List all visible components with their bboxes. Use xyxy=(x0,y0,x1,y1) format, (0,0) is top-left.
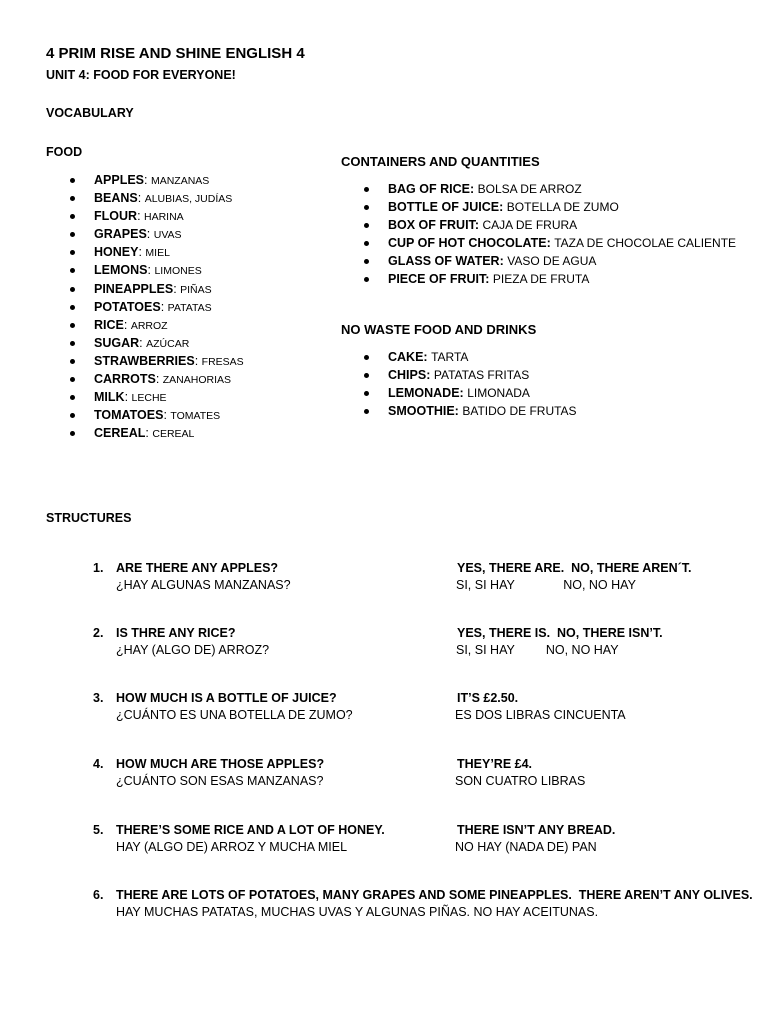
structure-number: 2. xyxy=(93,626,104,640)
food-list xyxy=(70,171,244,442)
vocab-translation: TOMATES xyxy=(170,410,221,423)
list-item: CARROTS: ZANAHORIAS xyxy=(70,370,244,388)
answer-es: ES DOS LIBRAS CINCUENTA xyxy=(455,707,626,722)
question-es: ¿HAY (ALGO DE) ARROZ? xyxy=(116,642,270,657)
list-item: BOTTLE OF JUICE: BOTELLA DE ZUMO xyxy=(364,198,736,216)
structure-answer xyxy=(455,756,585,789)
vocab-word: PINEAPPLES xyxy=(94,281,174,296)
no-waste-heading: NO WASTE FOOD AND DRINKS xyxy=(341,322,537,337)
no-waste-list xyxy=(364,348,577,420)
vocab-translation: HARINA xyxy=(144,211,184,224)
list-item: TOMATOES: TOMATES xyxy=(70,406,244,424)
list-item: FLOUR: HARINA xyxy=(70,207,244,225)
vocab-translation: BOLSA DE ARROZ xyxy=(477,182,582,196)
containers-list xyxy=(364,180,736,289)
vocab-word: GLASS OF WATER xyxy=(388,254,500,269)
vocab-word: SMOOTHIE xyxy=(388,404,455,419)
vocab-word: HONEY xyxy=(94,245,139,260)
list-item: CUP OF HOT CHOCOLATE: TAZA DE CHOCOLAE CALIENTE xyxy=(364,234,736,252)
answer-en: THEY’RE £4. xyxy=(457,757,533,771)
page-title: 4 PRIM RISE AND SHINE ENGLISH 4 xyxy=(46,45,305,62)
vocab-translation: VASO DE AGUA xyxy=(507,254,597,269)
list-item: BEANS: ALUBIAS, JUDÍAS xyxy=(70,189,244,207)
list-item: STRAWBERRIES: FRESAS xyxy=(70,352,244,370)
structure-number: 4. xyxy=(93,757,104,771)
structures-heading: STRUCTURES xyxy=(46,511,132,525)
structure-answer xyxy=(457,560,692,593)
question-es: ¿CUÁNTO ES UNA BOTELLA DE ZUMO? xyxy=(116,707,353,722)
list-item: APPLES: MANZANAS xyxy=(70,171,244,189)
vocab-word: CUP OF HOT CHOCOLATE xyxy=(388,236,547,251)
vocab-word: RICE xyxy=(94,317,124,332)
vocab-translation: MANZANAS xyxy=(150,175,210,187)
structure-number: 1. xyxy=(93,561,104,575)
vocab-word: BAG OF RICE xyxy=(388,182,470,196)
answer-es: NO HAY (NADA DE) PAN xyxy=(455,839,597,854)
vocab-word: SUGAR xyxy=(94,335,140,350)
answer-en: IT’S £2.50. xyxy=(457,691,519,705)
structure-answer xyxy=(455,690,626,723)
list-item: LEMONADE: LIMONADA xyxy=(364,384,577,402)
structure-number: 3. xyxy=(93,691,104,705)
list-item: RICE: ARROZ xyxy=(70,316,244,334)
list-item: HONEY: MIEL xyxy=(70,243,244,261)
vocab-word: CEREAL xyxy=(94,426,146,441)
question-es: ¿HAY ALGUNAS MANZANAS? xyxy=(116,577,291,592)
vocab-word: BEANS xyxy=(94,191,138,206)
vocab-translation: ALUBIAS, JUDÍAS xyxy=(144,193,233,206)
vocab-translation: TAZA DE CHOCOLAE CALIENTE xyxy=(554,236,737,251)
structure-number: 5. xyxy=(93,823,104,837)
list-item: BOX OF FRUIT: CAJA DE FRURA xyxy=(364,216,736,234)
vocab-word: BOX OF FRUIT xyxy=(388,218,475,233)
containers-heading: CONTAINERS AND QUANTITIES xyxy=(341,154,540,169)
list-item: CAKE: TARTA xyxy=(364,348,577,366)
answer-en: YES, THERE IS. NO, THERE ISN’T. xyxy=(457,626,663,640)
structure-question xyxy=(93,690,353,723)
vocab-translation: BATIDO DE FRUTAS xyxy=(462,404,577,419)
structure-question xyxy=(93,887,753,920)
vocab-word: MILK xyxy=(94,390,125,405)
answer-en: THERE ISN’T ANY BREAD. xyxy=(457,823,616,837)
list-item: GLASS OF WATER: VASO DE AGUA xyxy=(364,252,736,270)
list-item: BAG OF RICE: BOLSA DE ARROZ xyxy=(364,180,736,198)
question-en: THERE ARE LOTS OF POTATOES, MANY GRAPES AND SOME PINEAPPLES. THERE AREN’T ANY OLIVES. xyxy=(116,888,753,902)
structure-answer xyxy=(457,625,663,658)
vocab-word: FLOUR xyxy=(94,209,138,224)
question-en: HOW MUCH ARE THOSE APPLES? xyxy=(116,757,325,771)
vocab-translation: AZÚCAR xyxy=(146,337,190,350)
vocab-word: BOTTLE OF JUICE xyxy=(388,200,500,215)
vocab-translation: CEREAL xyxy=(152,428,195,441)
vocab-translation: PATATAS FRITAS xyxy=(433,368,530,383)
structure-number: 6. xyxy=(93,888,104,902)
list-item: LEMONS: LIMONES xyxy=(70,261,244,279)
vocab-word: LEMONADE xyxy=(388,386,460,401)
vocab-translation: MIEL xyxy=(145,247,170,260)
list-item: CEREAL: CEREAL xyxy=(70,424,244,442)
question-es: ¿CUÁNTO SON ESAS MANZANAS? xyxy=(116,773,324,788)
vocab-translation: FRESAS xyxy=(201,355,244,368)
vocab-translation: PIEZA DE FRUTA xyxy=(492,272,590,287)
list-item: PINEAPPLES: PIÑAS xyxy=(70,280,244,298)
question-en: IS THRE ANY RICE? xyxy=(116,626,236,640)
vocab-word: POTATOES xyxy=(94,299,161,314)
vocab-word: APPLES xyxy=(94,173,145,187)
structure-question xyxy=(93,822,385,855)
food-heading: FOOD xyxy=(46,145,83,159)
vocab-translation: PIÑAS xyxy=(180,283,212,296)
vocab-translation: ZANAHORIAS xyxy=(162,374,232,387)
list-item: SMOOTHIE: BATIDO DE FRUTAS xyxy=(364,402,577,420)
vocabulary-heading: VOCABULARY xyxy=(46,106,134,120)
vocab-translation: PATATAS xyxy=(167,301,212,314)
list-item: GRAPES: UVAS xyxy=(70,225,244,243)
question-en: ARE THERE ANY APPLES? xyxy=(116,561,279,575)
vocab-word: CHIPS xyxy=(388,368,427,383)
vocab-word: CARROTS xyxy=(94,372,156,387)
vocab-translation: ARROZ xyxy=(130,319,168,332)
vocab-translation: UVAS xyxy=(153,229,182,242)
list-item: CHIPS: PATATAS FRITAS xyxy=(364,366,577,384)
question-en: THERE’S SOME RICE AND A LOT OF HONEY. xyxy=(116,823,385,837)
vocab-word: LEMONS xyxy=(94,263,148,278)
list-item: MILK: LECHE xyxy=(70,388,244,406)
list-item: SUGAR: AZÚCAR xyxy=(70,334,244,352)
vocab-translation: BOTELLA DE ZUMO xyxy=(506,200,619,215)
vocab-translation: LIMONADA xyxy=(467,386,530,401)
answer-en: YES, THERE ARE. NO, THERE AREN´T. xyxy=(457,561,692,575)
vocab-translation: CAJA DE FRURA xyxy=(482,218,578,233)
answer-es: SI, SI HAY NO, NO HAY xyxy=(456,577,636,592)
vocab-word: TOMATOES xyxy=(94,408,164,423)
unit-title: UNIT 4: FOOD FOR EVERYONE! xyxy=(46,68,236,82)
question-es: HAY MUCHAS PATATAS, MUCHAS UVAS Y ALGUNAS PIÑAS. NO HAY ACEITUNAS. xyxy=(116,904,599,919)
vocab-word: CAKE xyxy=(388,350,424,364)
structure-question xyxy=(93,625,269,658)
structure-answer xyxy=(455,822,615,855)
structure-question xyxy=(93,756,324,789)
question-es: HAY (ALGO DE) ARROZ Y MUCHA MIEL xyxy=(116,839,348,854)
list-item: POTATOES: PATATAS xyxy=(70,298,244,316)
vocab-word: PIECE OF FRUIT xyxy=(388,272,486,287)
vocab-translation: TARTA xyxy=(431,350,469,364)
vocab-translation: LECHE xyxy=(131,392,167,405)
question-en: HOW MUCH IS A BOTTLE OF JUICE? xyxy=(116,691,337,705)
vocab-translation: LIMONES xyxy=(154,265,202,278)
vocab-word: STRAWBERRIES xyxy=(94,353,195,368)
list-item: PIECE OF FRUIT: PIEZA DE FRUTA xyxy=(364,270,736,288)
answer-es: SI, SI HAY NO, NO HAY xyxy=(456,642,619,657)
answer-es: SON CUATRO LIBRAS xyxy=(455,773,586,788)
vocab-word: GRAPES xyxy=(94,227,147,242)
structure-question xyxy=(93,560,291,593)
